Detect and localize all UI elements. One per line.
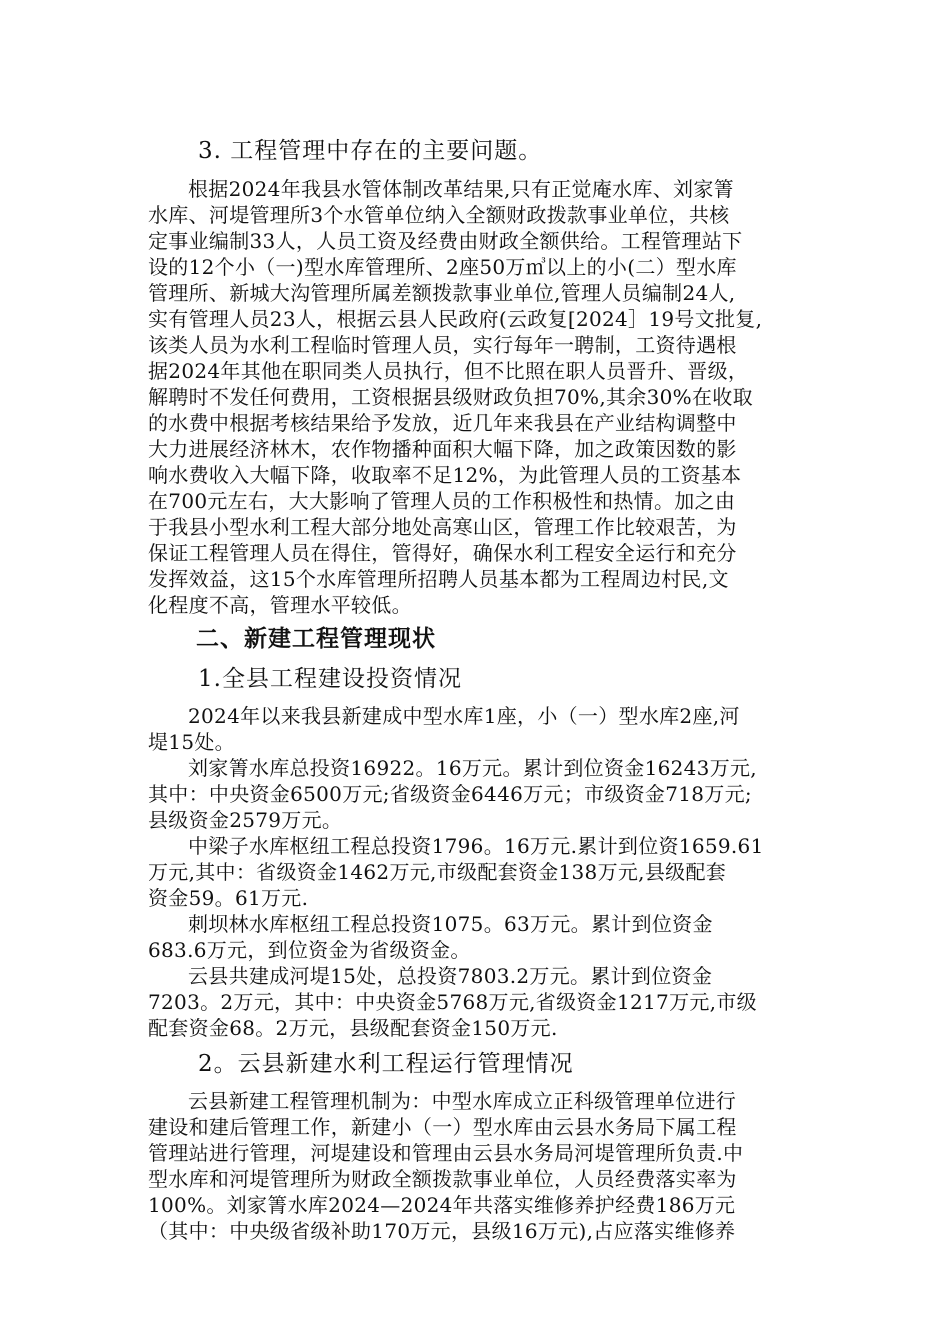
text-line: 万元,其中：省级资金1462万元,市级配套资金138万元,县级配套 [148,860,727,884]
text-line: 管理所、新城大沟管理所属差额拨款事业单位,管理人员编制24人, [148,281,736,305]
subsection-heading: 1.全县工程建设投资情况 [198,666,462,692]
text-line: 管理站进行管理，河堤建设和管理由云县水务局河堤管理所负责.中 [148,1141,744,1165]
subsection-heading: 2。云县新建水利工程运行管理情况 [198,1051,574,1077]
text-line: 根据2024年我县水管体制改革结果,只有正觉庵水库、刘家箐 [188,177,734,201]
text-line: 于我县小型水利工程大部分地处高寒山区，管理工作比较艰苦，为 [148,515,737,539]
text-line: 保证工程管理人员在得住，管得好，确保水利工程安全运行和充分 [148,541,737,565]
text-line: 建设和建后管理工作，新建小（一）型水库由云县水务局下属工程 [148,1115,737,1139]
text-line: 刘家箐水库总投资16922。16万元。累计到位资金16243万元, [188,756,757,780]
text-line: （其中：中央级省级补助170万元，县级16万元),占应落实维修养 [148,1219,736,1243]
text-line: 刺坝林水库枢纽工程总投资1075。63万元。累计到位资金 [188,912,713,936]
text-line: 中梁子水库枢纽工程总投资1796。16万元.累计到位资1659.61 [188,834,764,858]
text-line: 实有管理人员23人，根据云县人民政府(云政复[2024］19号文批复, [148,307,763,331]
text-line: 县级资金2579万元。 [148,808,343,832]
text-line: 683.6万元，到位资金为省级资金。 [148,938,471,962]
text-line: 其中：中央资金6500万元;省级资金6446万元；市级资金718万元; [148,782,752,806]
text-line: 大力进展经济林木，农作物播种面积大幅下降，加之政策因数的影 [148,437,737,461]
text-line: 配套资金68。2万元，县级配套资金150万元. [148,1016,558,1040]
text-line: 在700元左右，大大影响了管理人员的工作积极性和热情。加之由 [148,489,736,513]
text-line: 资金59。61万元. [148,886,309,910]
text-line: 化程度不高，管理水平较低。 [148,593,412,617]
text-line: 的水费中根据考核结果给予发放，近几年来我县在产业结构调整中 [148,411,737,435]
text-line: 2024年以来我县新建成中型水库1座，小（一）型水库2座,河 [188,704,740,728]
text-line: 设的12个小（一)型水库管理所、2座50万㎥以上的小(二）型水库 [148,255,737,279]
text-line: 100%。刘家箐水库2024—2024年共落实维修养护经费186万元 [148,1193,736,1217]
text-line: 响水费收入大幅下降，收取率不足12%，为此管理人员的工资基本 [148,463,742,487]
section-heading: 二、新建工程管理现状 [196,626,436,652]
text-line: 发挥效益，这15个水库管理所招聘人员基本都为工程周边村民,文 [148,567,729,591]
text-line: 水库、河堤管理所3个水管单位纳入全额财政拨款事业单位，共核 [148,203,730,227]
text-line: 7203。2万元，其中：中央资金5768万元,省级资金1217万元,市级 [148,990,757,1014]
text-line: 型水库和河堤管理所为财政全额拨款事业单位，人员经费落实率为 [148,1167,737,1191]
text-line: 云县新建工程管理机制为：中型水库成立正科级管理单位进行 [188,1089,737,1113]
text-line: 堤15处。 [148,730,235,754]
text-line: 该类人员为水利工程临时管理人员，实行每年一聘制，工资待遇根 [148,333,737,357]
text-line: 解聘时不发任何费用，工资根据县级财政负担70%,其余30%在收取 [148,385,753,409]
text-line: 据2024年其他在职同类人员执行，但不比照在职人员晋升、晋级， [148,359,749,383]
text-line: 云县共建成河堤15处，总投资7803.2万元。累计到位资金 [188,964,713,988]
text-line: 定事业编制33人，人员工资及经费由财政全额供给。工程管理站下 [148,229,743,253]
subsection-heading: 3. 工程管理中存在的主要问题。 [198,138,543,164]
